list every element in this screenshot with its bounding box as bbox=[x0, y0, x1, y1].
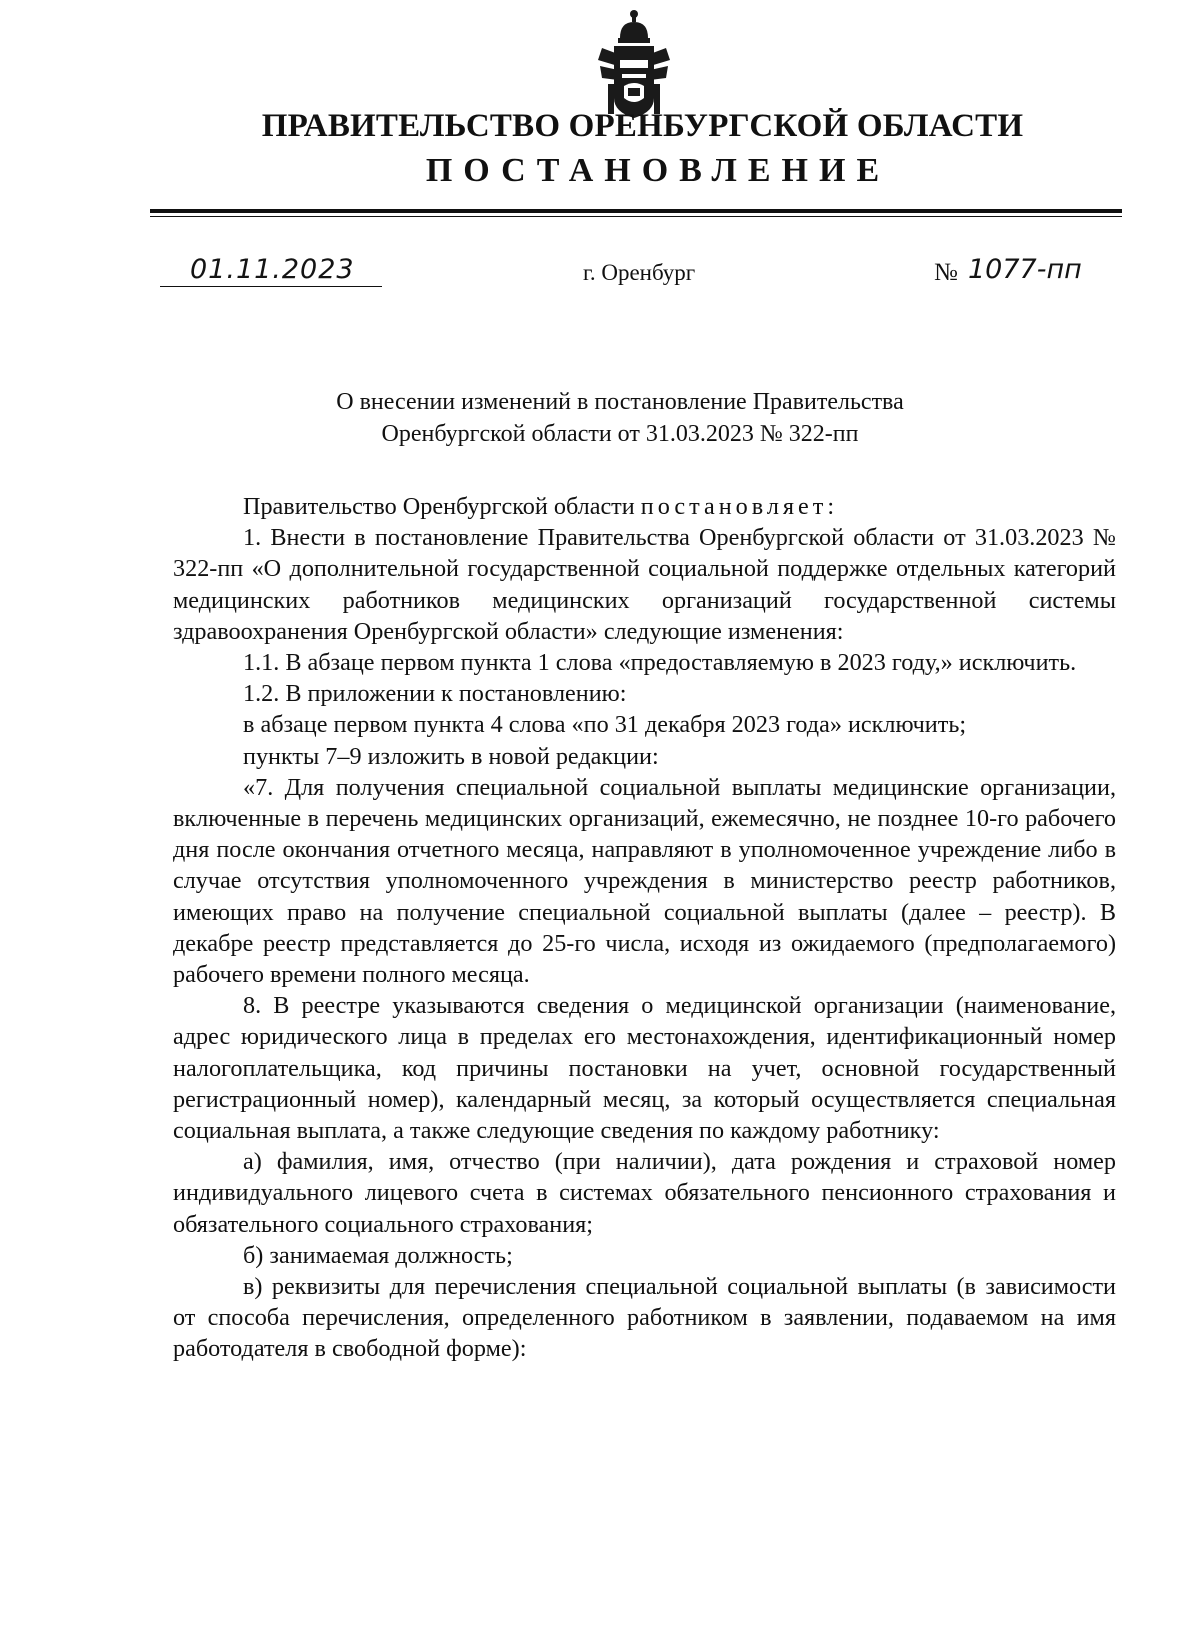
government-title: ПРАВИТЕЛЬСТВО ОРЕНБУРГСКОЙ ОБЛАСТИ bbox=[261, 108, 1024, 144]
intro-verb: постановляет bbox=[640, 493, 828, 520]
document-city: г. Оренбург bbox=[583, 260, 696, 285]
paragraph-a: а) фамилия, имя, отчество (при наличии), дата рождения и страховой номер индивидуального лицевого счета в системах обязательного пенсионного страхования и обязательного социального страхования; bbox=[173, 1148, 1116, 1238]
paragraph-7: «7. Для получения специальной социальной выплаты медицинские организации, включенные в перечень медицинских организаций, ежемесячно, не позднее 10-го рабочего дня после окончания отчетного месяца, направляют в уполномоченное учреждение либо в случае отсутствия уполномоченного учреждения в министерство реестр работников, имеющих право на получение специальной социальной выплаты (далее – реестр). В декабре реестр представляется до 25-го числа, исходя из ожидаемого (предполагаемого) рабочего времени полного месяца. bbox=[173, 773, 1116, 989]
document-subject bbox=[250, 386, 990, 450]
intro-colon: : bbox=[827, 493, 835, 520]
paragraph-8: 8. В реестре указываются сведения о медицинской организации (наименование, адрес юридического лица в пределах его местонахождения, идентификационный номер налогоплательщика, код причины постановки на учет, основной государственный регистрационный номер), календарный месяц, за который осуществляется специальная социальная выплата, а также следующие сведения по каждому работнику: bbox=[173, 992, 1116, 1145]
header-rule-thin bbox=[150, 216, 1122, 217]
paragraph-1-1: 1.1. В абзаце первом пункта 1 слова «предоставляемую в 2023 году,» исключить. bbox=[243, 649, 1077, 677]
date-underline bbox=[160, 286, 382, 287]
paragraph-v: в) реквизиты для перечисления специальной социальной выплаты (в зависимости от способа перечисления, определенного работником в заявлении, подаваемом на имя работодателя в свободной форме): bbox=[173, 1273, 1116, 1363]
paragraph-1-2: 1.2. В приложении к постановлению: bbox=[243, 680, 627, 708]
subject-line-1: О внесении изменений в постановление Правительства bbox=[336, 389, 904, 415]
intro-text: Правительство Оренбургской области bbox=[243, 493, 641, 520]
paragraph-1-2-b: пункты 7–9 изложить в новой редакции: bbox=[243, 742, 659, 770]
header-rule-thick bbox=[150, 209, 1122, 213]
document-date: 01.11.2023 bbox=[190, 254, 355, 285]
document-number: 1077-пп bbox=[968, 254, 1082, 285]
paragraph-1-2-a: в абзаце первом пункта 4 слова «по 31 декабря 2023 года» исключить; bbox=[243, 711, 967, 739]
intro-paragraph bbox=[173, 491, 1116, 522]
document-type: ПОСТАНОВЛЕНИЕ bbox=[425, 152, 891, 189]
subject-line-2: Оренбургской области от 31.03.2023 № 322-пп bbox=[381, 421, 859, 447]
paragraph-b: б) занимаемая должность; bbox=[243, 1241, 513, 1269]
document-body bbox=[173, 491, 1116, 1365]
number-sign: № bbox=[934, 259, 958, 286]
paragraph-1: 1. Внести в постановление Правительства Оренбургской области от 31.03.2023 № 322-пп «О дополнительной государственной социальной поддержке отдельных категорий медицинских работников медицинских организаций государственной системы здравоохранения Оренбургской области» следующие изменения: bbox=[173, 524, 1116, 645]
